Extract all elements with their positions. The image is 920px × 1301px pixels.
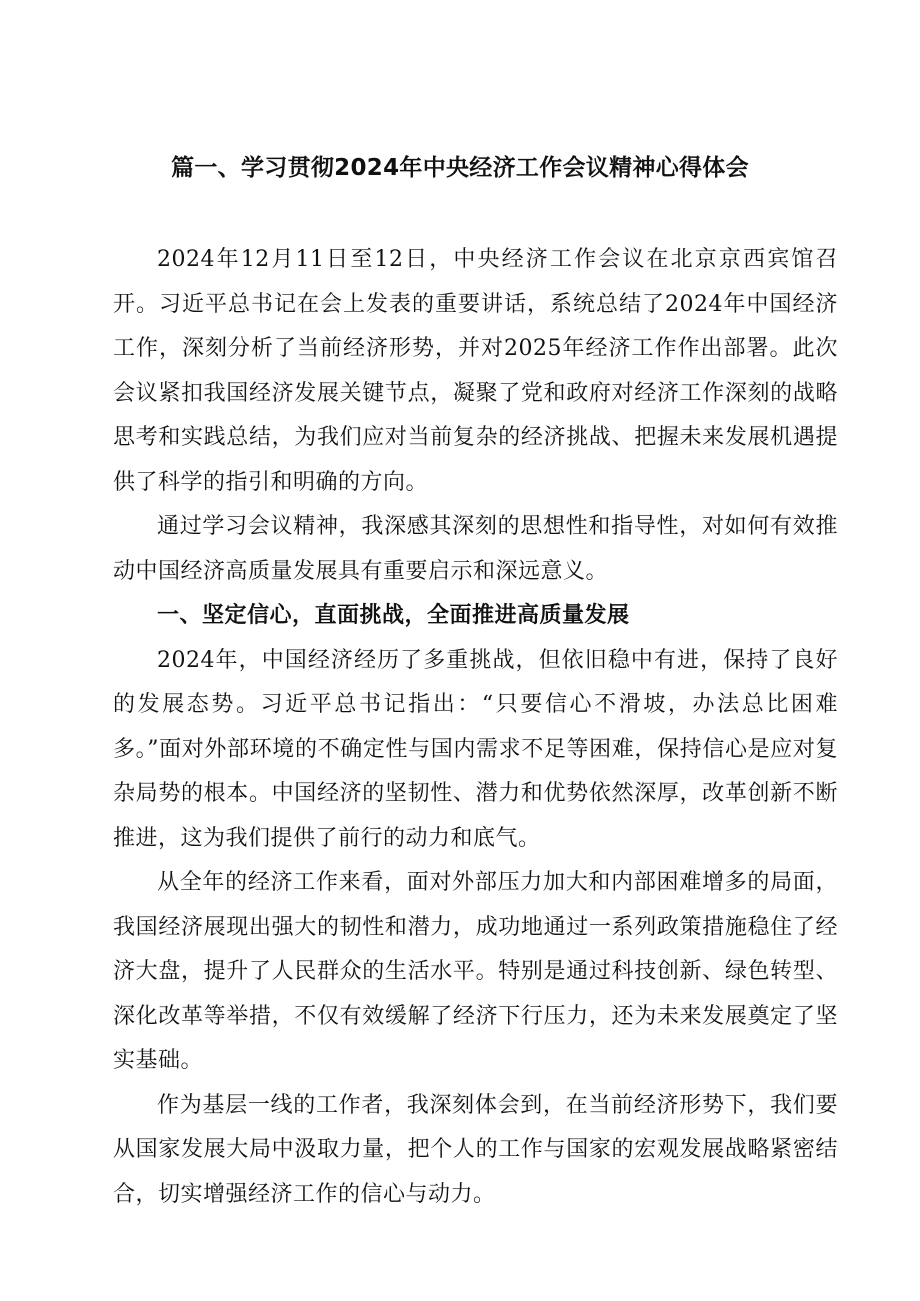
paragraph-reflection: 通过学习会议精神，我深感其深刻的思想性和指导性，对如何有效推动中国经济高质量发展具有重要启示和深远意义。	[113, 514, 838, 584]
section1-paragraph-3: 作为基层一线的工作者，我深刻体会到，在当前经济形势下，我们要从国家发展大局中汲取力量，把个人的工作与国家的宏观发展战略紧密结合，切实增强经济工作的信心与动力。	[113, 1092, 838, 1207]
section1-paragraph-2: 从全年的经济工作来看，面对外部压力加大和内部困难增多的局面，我国经济展现出强大的韧性和潜力，成功地通过一系列政策措施稳住了经济大盘，提升了人民群众的生活水平。特别是通过科技创新、绿色转型、深化改革等举措，不仅有效缓解了经济下行压力，还为未来发展奠定了坚实基础。	[113, 870, 838, 1073]
document-title: 篇一、学习贯彻2024年中央经济工作会议精神心得体会	[171, 155, 749, 181]
paragraph-intro: 2024年12月11日至12日，中央经济工作会议在北京京西宾馆召开。习近平总书记在会上发表的重要讲话，系统总结了2024年中国经济工作，深刻分析了当前经济形势，并对2025年经济工作作出部署。此次会议紧扣我国经济发展关键节点，凝聚了党和政府对经济工作深刻的战略思考和实践总结，为我们应对当前复杂的经济挑战、把握未来发展机遇提供了科学的指引和明确的方向。	[113, 247, 838, 495]
document-body	[113, 238, 838, 1217]
section1-paragraph-1: 2024年，中国经济经历了多重挑战，但依旧稳中有进，保持了良好的发展态势。习近平总书记指出：“只要信心不滑坡，办法总比困难多。”面对外部环境的不确定性与国内需求不足等困难，保持信心是应对复杂局势的根本。中国经济的坚韧性、潜力和优势依然深厚，改革创新不断推进，这为我们提供了前行的动力和底气。	[113, 647, 838, 851]
section-heading-1: 一、坚定信心，直面挑战，全面推进高质量发展	[157, 603, 630, 628]
